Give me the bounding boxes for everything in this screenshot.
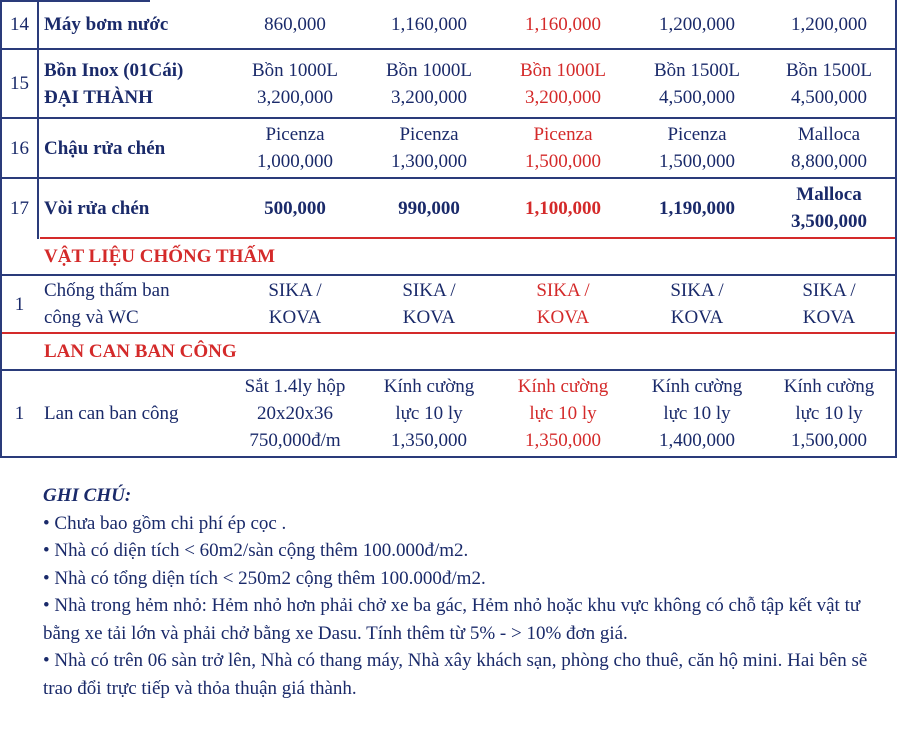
price-cell: Sắt 1.4ly hộp 20x20x36 750,000đ/m [244,376,346,451]
note-item: • Nhà có trên 06 sàn trở lên, Nhà có thang máy, Nhà xây khách sạn, phòng cho thuê, căn hộ mini. Hai bên sẽ trao đổi trực tiếp và thỏa thuận giá thành. [43,650,868,699]
price-cell-highlight: 1,160,000 [525,13,601,35]
note-item: • Nhà có diện tích < 60m2/sàn cộng thêm 100.000đ/m2. [43,540,469,561]
price-cell-highlight: Picenza 1,500,000 [525,124,601,172]
price-cell: Kính cường lực 10 ly 1,500,000 [783,376,875,451]
price-cell: 1,200,000 [791,13,867,35]
price-cell: 500,000 [264,197,326,219]
item-name: Lan can ban công [44,403,179,424]
price-cell: SIKA / KOVA [670,280,724,328]
column-divider [895,0,897,458]
price-cell: SIKA / KOVA [802,280,856,328]
price-cell: 1,200,000 [659,13,735,35]
price-cell: Picenza 1,300,000 [391,124,467,172]
price-cell: 1,190,000 [659,197,735,219]
section-title-railing: LAN CAN BAN CÔNG [44,341,237,362]
row-number: 17 [10,197,29,219]
price-cell: SIKA / KOVA [402,280,456,328]
row-number: 16 [10,137,29,159]
price-cell-highlight: SIKA / KOVA [536,280,590,328]
price-cell: Malloca 3,500,000 [791,184,867,232]
price-cell: Picenza 1,000,000 [257,124,333,172]
item-name: Bồn Inox (01Cái) ĐẠI THÀNH [44,59,184,108]
section-title-waterproofing: VẬT LIỆU CHỐNG THẤM [44,246,276,267]
row-number: 1 [14,293,25,315]
price-cell: Kính cường lực 10 ly 1,400,000 [651,376,743,451]
note-item: • Nhà trong hẻm nhỏ: Hẻm nhỏ hơn phải chở xe ba gác, Hẻm nhỏ hoặc khu vực không có chỗ tập kết vật tư bằng xe tải lớn và phải chở bằng xe Dasu. Tính thêm từ 5% - > 10% đơn giá. [43,595,861,644]
price-cell: Malloca 8,800,000 [791,124,867,172]
item-name: Chậu rửa chén [44,137,166,159]
price-cell: 1,160,000 [391,13,467,35]
note-item: • Chưa bao gồm chi phí ép cọc . [43,512,287,534]
price-cell-highlight: Bồn 1000L 3,200,000 [519,59,607,108]
item-name: Máy bơm nước [44,13,169,35]
item-name: Chống thấm ban công và WC [44,280,170,328]
notes-section [43,482,883,702]
price-cell: SIKA / KOVA [268,280,322,328]
column-divider [37,0,39,239]
price-cell-highlight: Kính cường lực 10 ly 1,350,000 [517,376,609,451]
price-cell: Picenza 1,500,000 [659,124,735,172]
item-name: Vòi rửa chén [44,197,150,219]
price-cell: Kính cường lực 10 ly 1,350,000 [383,376,475,451]
price-cell: Bồn 1000L 3,200,000 [251,59,339,108]
note-item: • Nhà có tổng diện tích < 250m2 cộng thêm 100.000đ/m2. [43,567,486,589]
price-cell: Bồn 1000L 3,200,000 [385,59,473,108]
price-cell: Bồn 1500L 4,500,000 [653,59,741,108]
row-number: 15 [10,73,29,94]
notes-title: GHI CHÚ: [43,485,132,506]
price-cell-highlight: 1,100,000 [525,197,601,219]
row-number: 1 [14,403,25,424]
row-divider [0,456,897,458]
row-number: 14 [10,13,29,35]
price-cell: Bồn 1500L 4,500,000 [785,59,873,108]
price-cell: 990,000 [398,197,460,219]
price-cell: 860,000 [264,13,326,35]
